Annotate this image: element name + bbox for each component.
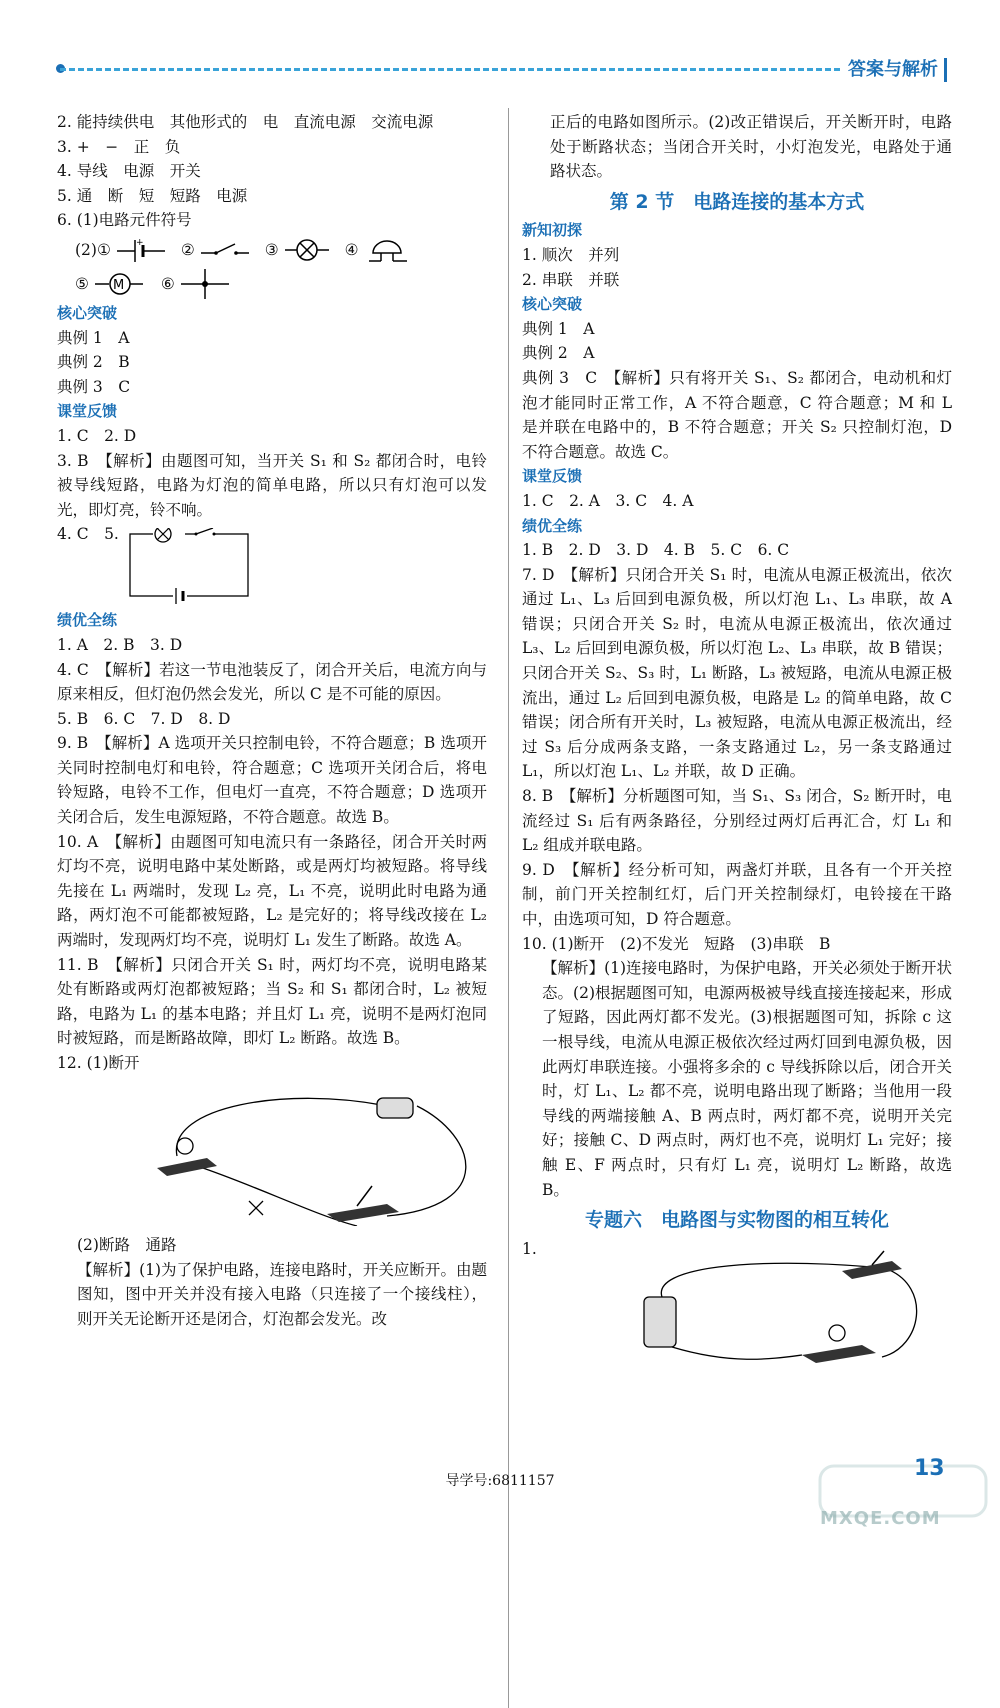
section-title-3: 专题六 电路图与实物图的相互转化	[584, 1209, 889, 1232]
svg-text:+: +	[135, 237, 144, 248]
answer-2: 2. 能持续供电 其他形式的 电 直流电源 交流电源	[57, 113, 434, 131]
symbol-label-2: ②	[180, 240, 195, 259]
class-4-5: 4. C 5.	[57, 525, 119, 544]
answer-6: 6. (1)电路元件符号	[57, 211, 192, 230]
excel-12b: (2)断路 通路	[77, 1236, 177, 1255]
excel-r-1: 1. B 2. D 3. D 4. B 5. C 6. C	[522, 541, 790, 560]
symbol-row-2	[75, 267, 487, 301]
excel-9: 9. B 【解析】A 选项开关只控制电铃，不符合题意；B 选项开关同时控制电灯和电铃，符合题意；C 选项开关闭合后，将电铃短路，电铃不工作，但电灯一直亮，不符合题意；D 选项开关闭合后，发生电源短路，不符合题意。故选 B。	[57, 734, 487, 827]
battery-symbol-icon	[117, 237, 167, 263]
symbol-row-1	[75, 233, 487, 267]
new-1: 1. 顺次 并列	[522, 245, 620, 264]
topic-1: 1.	[522, 1239, 537, 1258]
excel-r-9: 9. D 【解析】经分析可知，两盏灯并联，且各有一个开关控制，前门开关控制红灯，后门开关控制绿灯，电铃接在干路中，由选项可知，D 符合题意。	[522, 860, 952, 928]
header-tag: 答案与解析	[842, 58, 947, 82]
section-new-right: 新知初探	[522, 221, 583, 240]
excel-r-7: 7. D 【解析】只闭合开关 S₁ 时，电流从电源正极流出，依次通过 L₁、L₃ 后回到电源负极，所以灯泡 L₁、L₃ 串联，故 A 错误；只闭合开关 S₂ 时，电流从电源正极流出，依次通过 L₃、L₂ 后回到电源负极，所以灯泡 L₂、L₃ 串联，故 B 错误；只闭合开关 S₂、S₃ 时，L₁ 断路，L₃ 被短路，电流从电源正极流出，通过 L₂ 后回到电源负极，电路是 L₂ 的简单电路，故 C 错误；闭合所有开关时，L₃ 被短路，电流从电源正极流出，经过 S₃ 后分成两条支路，一条支路通过 L₂，另一条支路通过 L₁，所以灯泡 L₁、L₂ 并联，故 D 正确。	[522, 565, 952, 781]
excel-5: 5. B 6. C 7. D 8. D	[57, 709, 231, 728]
section-core-left: 核心突破	[57, 303, 118, 322]
core-r-1: 典例 1 A	[522, 319, 595, 338]
excel-10: 10. A 【解析】由题图可知电流只有一条路径，闭合开关时两灯均不亮，说明电路中某处断路，或是两灯均被短路。将导线先接在 L₁ 两端时，发现 L₂ 亮，L₁ 不亮，说明此时电路为通路，两灯泡不可能都被短路，L₂ 是完好的；将导线改接在 L₂ 两端时，发现两灯均不亮，说明灯 L₁ 发生了断路。故选 A。	[57, 832, 487, 950]
symbol-label-4: ④	[344, 240, 359, 259]
excel-11: 11. B 【解析】只闭合开关 S₁ 时，两灯均不亮，说明电路某处有断路或两灯泡都被短路；当 S₂ 和 S₁ 都闭合时，L₂ 被短路，电路为 L₁ 的基本电路；并且灯 L₁ 亮，说明不是两灯泡同时被短路，而是断路故障，即灯 L₂ 断路。故选 B。	[57, 955, 487, 1048]
excel-r-10b: 【解析】(1)连接电路时，为保护电路，开关必须处于断开状态。(2)根据题图可知，电源两极被导线直接连接起来，形成了短路，因此两灯都不发光。(3)根据题图可知，拆除 c 这一根导线，电流从电源正极依次经过两灯回到电源负极，因此两灯串联连接。小强将多余的 c 导线拆除以后，闭合开关时，灯 L₁、L₂ 都不亮，说明电路出现了断路；当他用一段导线的两端接触 A、B 两点时，两灯都不亮，说明开关完好；接触 C、D 两点时，两灯也不亮，说明灯 L₁ 完好；接触 E、F 两点时，只有灯 L₁ 亮，说明灯 L₂ 断路，故选 B。	[542, 959, 952, 1199]
left-column	[57, 110, 487, 1332]
core-1: 典例 1 A	[57, 328, 130, 347]
section-excel-right: 绩优全练	[522, 516, 583, 535]
physical-circuit-12	[137, 1076, 467, 1226]
header-rule	[60, 68, 840, 71]
symbol-label-3: ③	[264, 240, 279, 259]
new-2: 2. 串联 并联	[522, 270, 620, 289]
core-3: 典例 3 C	[57, 377, 131, 396]
section-excel-left: 绩优全练	[57, 611, 118, 630]
watermark-text: MXQE.COM	[820, 1508, 941, 1529]
symbol-label-1: (2)①	[75, 240, 111, 259]
class-3: 3. B 【解析】由题图可知，当开关 S₁ 和 S₂ 都闭合时，电铃被导线短路，电路为灯泡的简单电路，所以只有灯泡可以发光，即灯亮，铃不响。	[57, 451, 487, 519]
motor-symbol-icon	[95, 271, 145, 297]
section-class-right: 课堂反馈	[522, 467, 583, 486]
section-class-left: 课堂反馈	[57, 402, 118, 421]
excel-1: 1. A 2. B 3. D	[57, 635, 183, 654]
guide-number: 导学号:6811157	[445, 1473, 555, 1489]
symbol-label-5: ⑤	[75, 274, 89, 293]
section-core-right: 核心突破	[522, 295, 583, 314]
excel-r-8: 8. B 【解析】分析题图可知，当 S₁、S₃ 闭合，S₂ 断开时，电流经过 S₁ 后有两条路径，分别经过两灯后再汇合，灯 L₁ 和 L₂ 组成并联电路。	[522, 787, 952, 855]
page-number: 13	[914, 1456, 945, 1481]
class-4-5-row	[57, 522, 487, 608]
physical-circuit-topic	[632, 1247, 932, 1367]
right-continuation: 正后的电路如图所示。(2)改正错误后，开关断开时，电路处于断路状态；当闭合开关时，小灯泡发光，电路处于通路状态。	[550, 113, 952, 181]
junction-symbol-icon	[181, 269, 231, 299]
excel-12: 12. (1)断开	[57, 1054, 140, 1072]
right-column	[522, 110, 952, 1375]
core-r-2: 典例 2 A	[522, 344, 595, 363]
excel-4: 4. C 【解析】若这一节电池装反了，闭合开关后，电流方向与原来相反，但灯泡仍然会发光，所以 C 是不可能的原因。	[57, 660, 487, 704]
class-1: 1. C 2. D	[57, 426, 137, 445]
lamp-symbol-icon	[285, 237, 331, 263]
column-divider	[508, 108, 509, 1708]
section-title-2: 第 2 节 电路连接的基本方式	[609, 190, 865, 213]
core-r-3: 典例 3 C 【解析】只有将开关 S₁、S₂ 都闭合，电动机和灯泡才能同时正常工作，A 不符合题意，C 符合题意；M 和 L 是并联在电路中的，B 不符合题意；开关 S₂ 只控制灯泡，D 不符合题意。故选 C。	[522, 368, 952, 461]
excel-12c: 【解析】(1)为了保护电路，连接电路时，开关应断开。由题图知，图中开关并没有接入电路（只连接了一个接线柱），则开关无论断开还是闭合，灯泡都会发光。改	[77, 1260, 487, 1328]
excel-r-10: 10. (1)断开 (2)不发光 短路 (3)串联 B	[522, 934, 831, 953]
answer-5: 5. 通 断 短 短路 电源	[57, 186, 248, 205]
core-2: 典例 2 B	[57, 353, 130, 372]
symbol-label-6: ⑥	[160, 274, 175, 293]
switch-symbol-icon	[201, 237, 251, 263]
circuit-diagram-5	[125, 528, 255, 608]
answer-4: 4. 导线 电源 开关	[57, 162, 201, 181]
svg-text:M: M	[112, 277, 125, 293]
bell-symbol-icon	[365, 237, 411, 263]
answer-3: 3. + − 正 负	[57, 137, 181, 156]
class-r-1: 1. C 2. A 3. C 4. A	[522, 491, 694, 510]
